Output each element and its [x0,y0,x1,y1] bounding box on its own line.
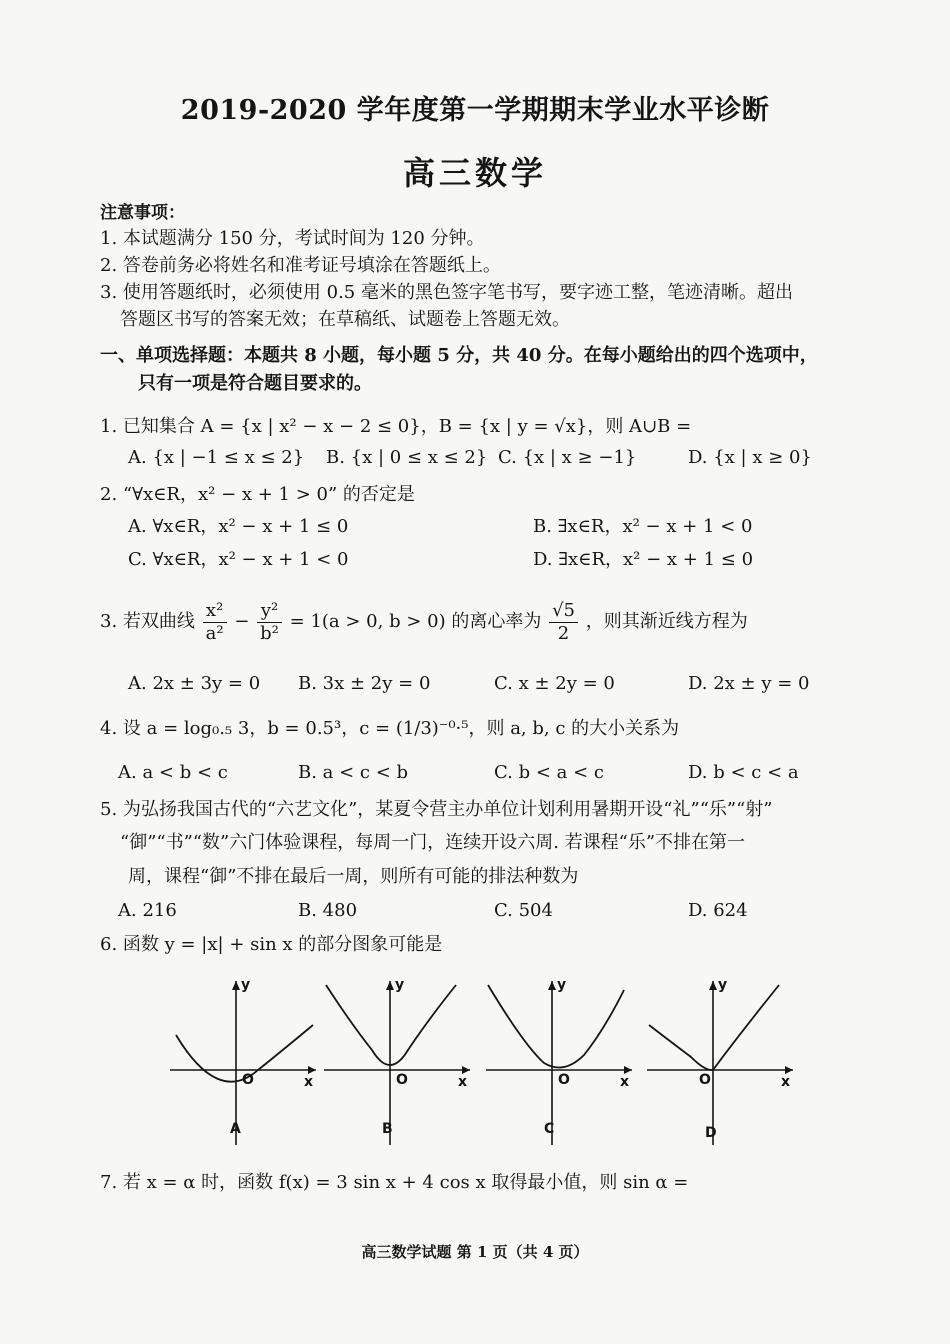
q3-frac3-num: √5 [549,600,578,623]
q3-option-d: D. 2x ± y = 0 [688,673,810,694]
q3-fraction-x [203,600,227,645]
notes-item-3: 3. 使用答题纸时，必须使用 0.5 毫米的黑色签字笔书写，要字迹工整，笔迹清晰。超出 [100,282,793,303]
graph-b-svg [322,975,472,1150]
graph-c-curve [488,985,624,1068]
notes-item-3-cont: 答题区书写的答案无效；在草稿纸、试题卷上答题无效。 [120,309,570,330]
q4-option-d: D. b < c < a [688,762,799,783]
q5-line-2: “御”“书”“数”六门体验课程，每周一门，连续开设六周. 若课程“乐”不排在第一 [120,832,746,853]
q3-option-a: A. 2x ± 3y = 0 [128,673,261,694]
q2-option-d: D. ∃x∈R，x² − x + 1 ≤ 0 [533,549,754,570]
graph-c-x-label: x [620,1074,630,1090]
q2-option-c: C. ∀x∈R，x² − x + 1 < 0 [128,549,349,570]
graph-d-origin-label: O [699,1072,711,1088]
q3-stem [100,592,748,652]
graph-b-x-arrow [462,1066,470,1074]
graph-d-label: D [705,1125,717,1141]
q5-line-3: 周，课程“御”不排在最后一周，则所有可能的排法种数为 [128,866,579,887]
graph-a-svg [168,975,318,1150]
q1-option-c: C. {x | x ≥ −1} [498,447,637,468]
q4-stem: 4. 设 a = log₀.₅ 3，b = 0.5³，c = (1/3)⁻⁰·⁵，则 a, b, c 的大小关系为 [100,718,680,739]
graph-b-label: B [382,1121,393,1137]
graph-a-y-arrow [232,981,240,990]
q1-option-a: A. {x | −1 ≤ x ≤ 2} [128,447,305,468]
q4-option-a: A. a < b < c [118,762,228,783]
q3-frac2-den: b² [260,622,279,644]
graph-c-label: C [544,1121,555,1137]
graph-a-x-arrow [308,1066,316,1074]
q1-option-b: B. {x | 0 ≤ x ≤ 2} [326,447,488,468]
graph-d-y-label: y [718,977,728,993]
graph-c-y-label: y [557,977,567,993]
q3-frac2-num: y² [257,600,282,623]
q3-suffix: ，则其渐近线方程为 [585,611,748,632]
q3-option-b: B. 3x ± 2y = 0 [298,673,431,694]
graph-b-x-label: x [458,1074,468,1090]
q5-option-b: B. 480 [298,900,358,921]
graph-b-y-arrow [386,981,394,990]
graph-d-svg [645,975,795,1150]
exam-title: 2019-2020 学年度第一学期期末学业水平诊断 [180,95,770,126]
q2-stem: 2. “∀x∈R，x² − x + 1 > 0” 的否定是 [100,484,415,505]
graph-c-y-arrow [548,981,556,990]
q4-option-b: B. a < c < b [298,762,409,783]
q4-option-c: C. b < a < c [494,762,604,783]
notes-item-1: 1. 本试题满分 150 分，考试时间为 120 分钟。 [100,228,485,249]
graph-a-origin-label: O [242,1072,254,1088]
graph-a-y-label: y [241,977,251,993]
q3-frac1-den: a² [205,622,224,644]
graph-d-x-arrow [785,1066,793,1074]
q2-option-a: A. ∀x∈R，x² − x + 1 ≤ 0 [128,516,349,537]
page-footer: 高三数学试题 第 1 页（共 4 页） [361,1243,589,1261]
notes-item-2: 2. 答卷前务必将姓名和准考证号填涂在答题纸上。 [100,255,501,276]
subject-title: 高三数学 [402,154,547,192]
graph-b-origin-label: O [396,1072,408,1088]
q5-option-d: D. 624 [688,900,748,921]
q5-option-c: C. 504 [494,900,553,921]
graph-d-curve [649,985,779,1070]
q3-fraction-e [549,600,578,645]
q1-option-d: D. {x | x ≥ 0} [688,447,812,468]
q3-frac1-num: x² [203,600,227,623]
q3-mid: = 1(a > 0, b > 0) 的离心率为 [289,611,542,632]
graph-d-y-arrow [709,981,717,990]
q3-fraction-y [257,600,282,645]
q7-stem: 7. 若 x = α 时，函数 f(x) = 3 sin x + 4 cos x 取得最小值，则 sin α = [100,1172,689,1193]
q6-graph-a [168,975,318,1150]
graph-b-y-label: y [395,977,405,993]
q3-minus: − [234,611,250,632]
graph-a-x-label: x [304,1074,314,1090]
graph-c-svg [484,975,634,1150]
notes-heading: 注意事项： [100,203,185,223]
graph-d-x-label: x [781,1074,791,1090]
section1-heading-cont: 只有一项是符合题目要求的。 [138,373,372,394]
graph-b-curve [326,985,456,1065]
q5-option-a: A. 216 [118,900,177,921]
graph-a-label: A [230,1121,241,1137]
q6-stem: 6. 函数 y = |x| + sin x 的部分图象可能是 [100,934,443,955]
graph-c-origin-label: O [558,1072,570,1088]
q6-graph-d [645,975,795,1150]
graph-c-x-arrow [624,1066,632,1074]
q6-graph-c [484,975,634,1150]
q3-prefix: 3. 若双曲线 [100,611,195,632]
q2-option-b: B. ∃x∈R，x² − x + 1 < 0 [533,516,753,537]
q1-stem: 1. 已知集合 A = {x | x² − x − 2 ≤ 0}，B = {x | y = √x}，则 A∪B = [100,416,692,437]
q3-frac3-den: 2 [557,622,570,644]
q3-option-c: C. x ± 2y = 0 [494,673,615,694]
q6-graph-b [322,975,472,1150]
section1-heading: 一、单项选择题：本题共 8 小题，每小题 5 分，共 40 分。在每小题给出的四个选项中， [100,345,818,366]
q5-line-1: 5. 为弘扬我国古代的“六艺文化”，某夏令营主办单位计划利用暑期开设“礼”“乐”“射” [100,799,773,820]
